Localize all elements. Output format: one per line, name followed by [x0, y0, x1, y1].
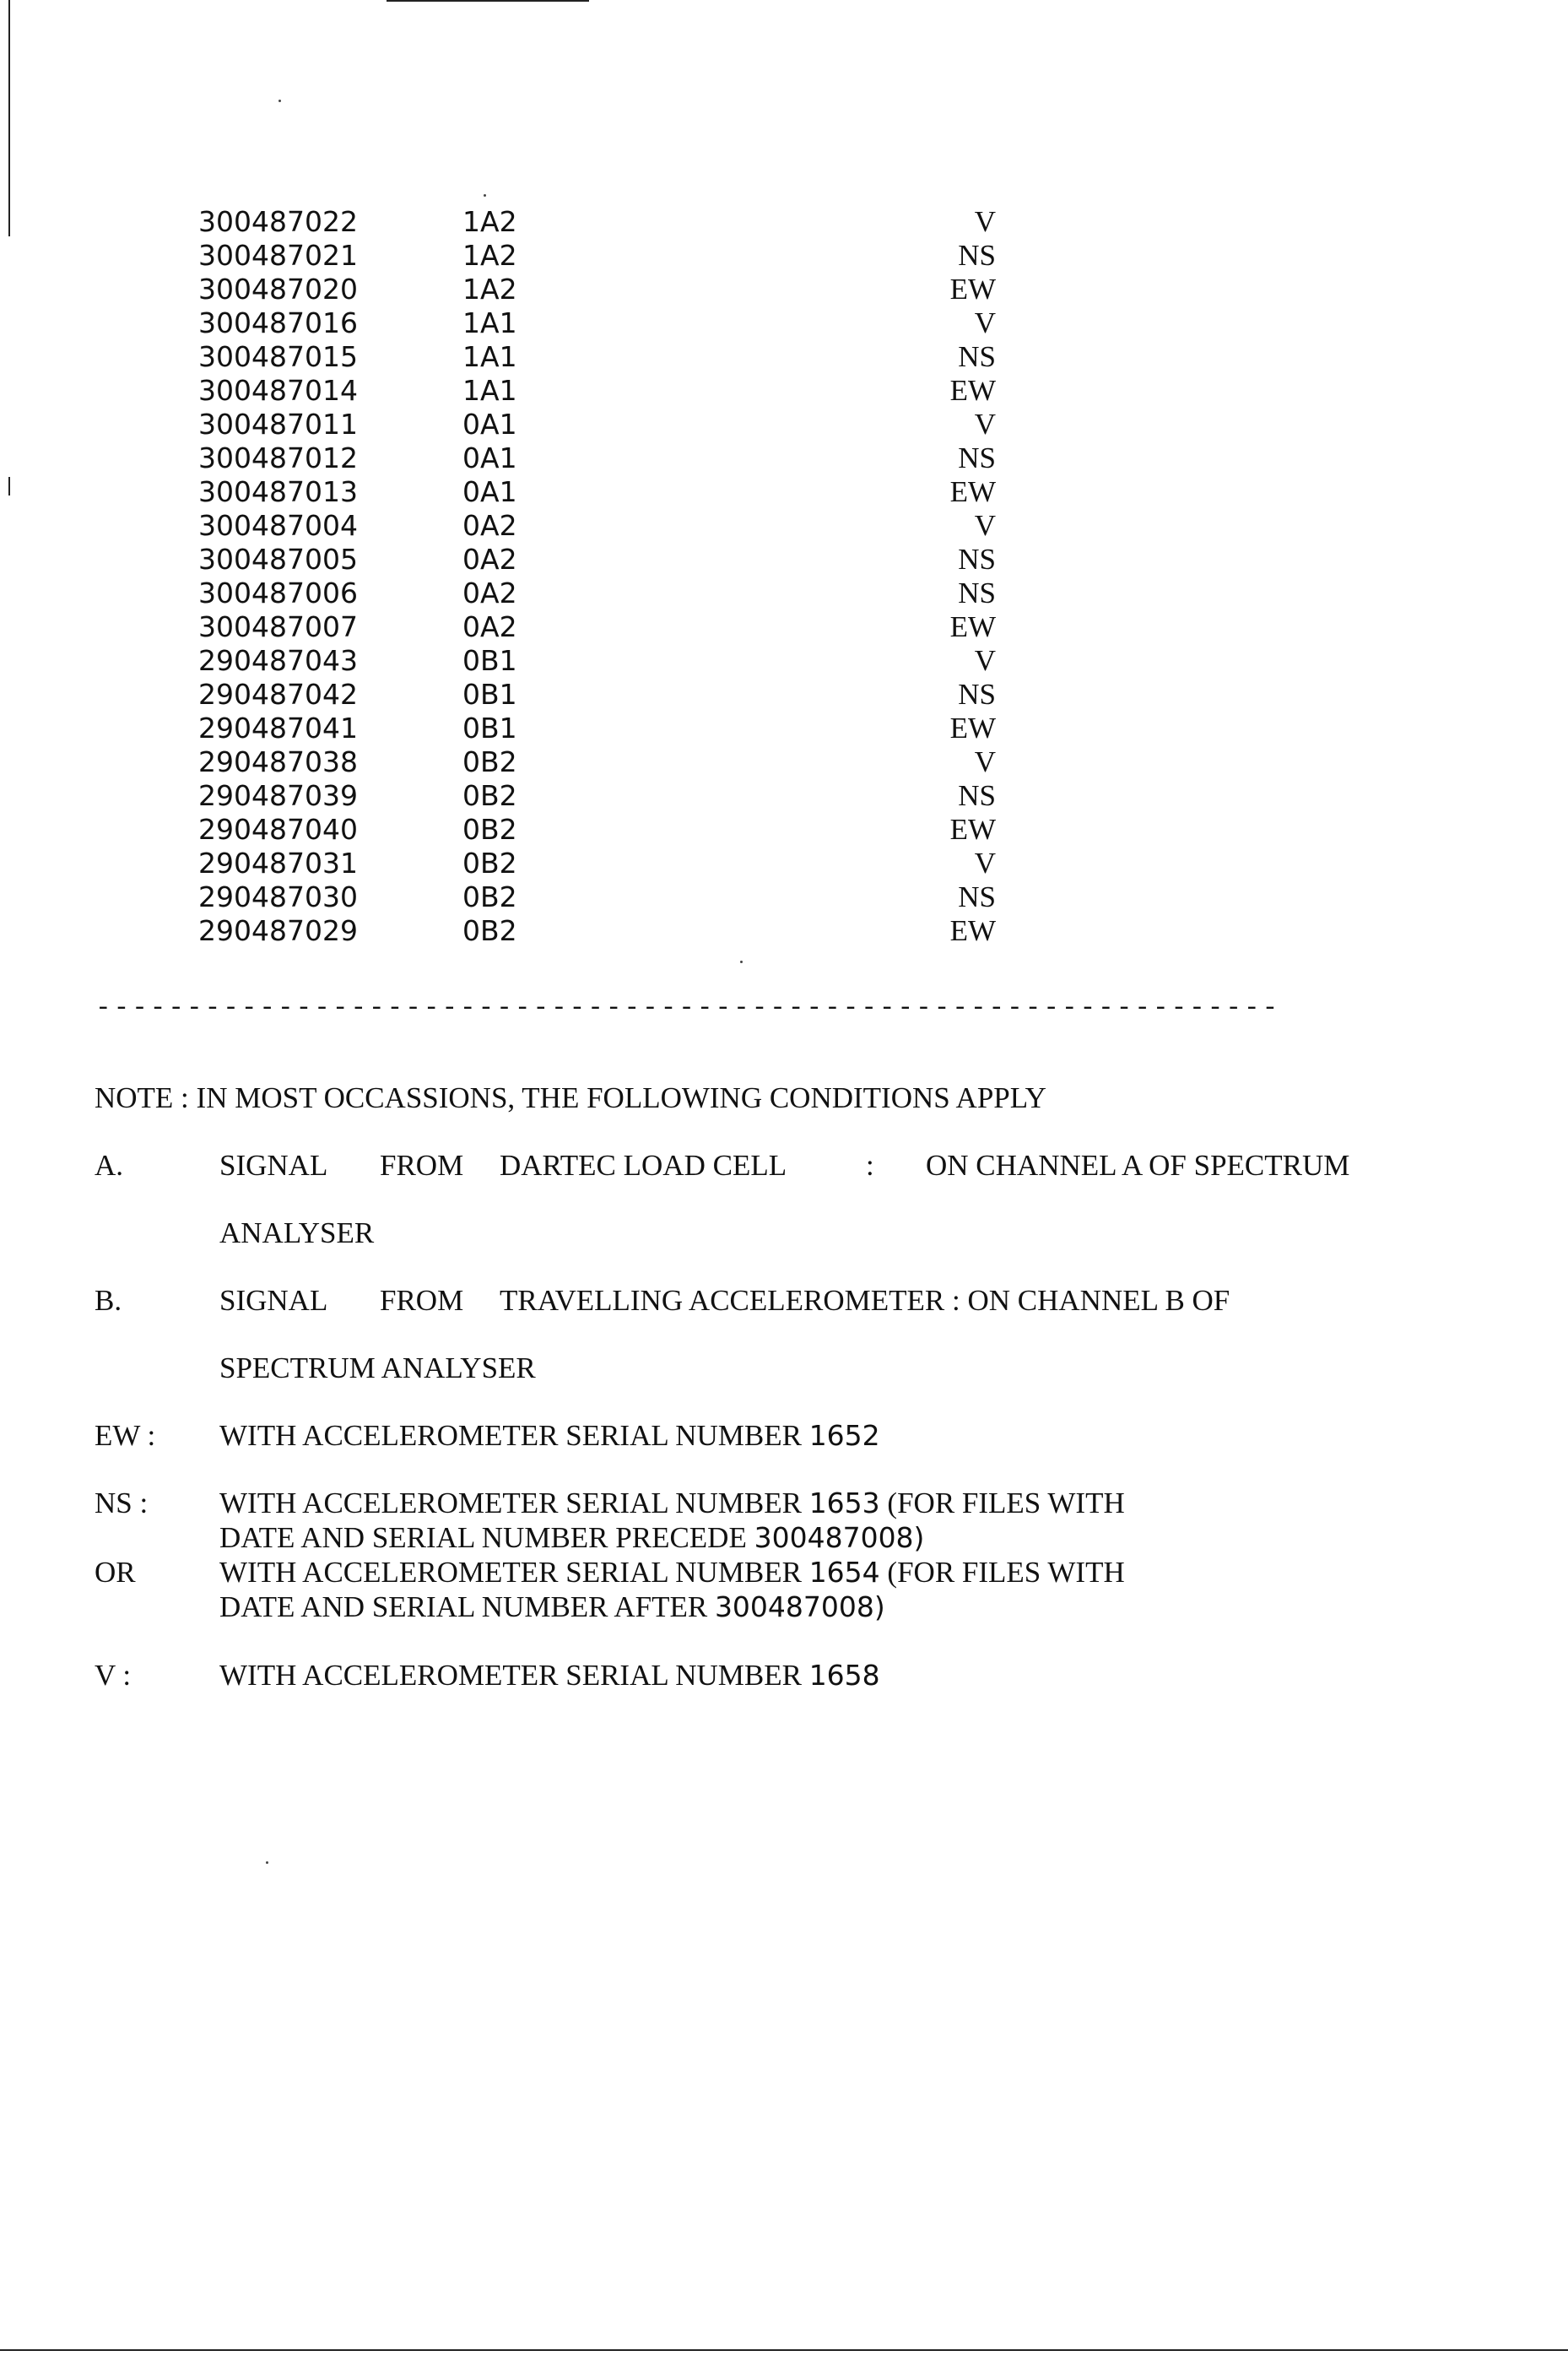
axis-cell-text: V: [974, 745, 996, 778]
location-cell: 0B2: [462, 880, 517, 913]
axis-cell-text: NS: [958, 880, 996, 913]
axis-cell-text: V: [974, 509, 996, 542]
note-ns-serial: 1653: [808, 1487, 880, 1519]
axis-cell-text: NS: [958, 577, 996, 609]
note-or-description: WITH ACCELEROMETER SERIAL NUMBER: [219, 1556, 802, 1589]
serial-number-cell: 290487030: [198, 880, 358, 913]
dashed-separator: -----------------------------------------------------------------: [95, 996, 1281, 1021]
axis-cell-text: V: [974, 644, 996, 677]
table-row: [192, 340, 996, 374]
axis-cell-text: V: [974, 306, 996, 339]
axis-cell-text: NS: [958, 239, 996, 272]
note-or-line2-text: DATE AND SERIAL NUMBER AFTER: [219, 1590, 708, 1623]
serial-number-cell: 300487007: [198, 610, 358, 643]
scan-left-edge-mark: [8, 0, 10, 236]
table-row: [192, 880, 996, 914]
axis-cell-text: EW: [949, 914, 996, 947]
note-or-label: OR: [95, 1556, 136, 1589]
axis-cell-text: V: [974, 205, 996, 238]
location-cell: 0A2: [462, 543, 517, 576]
table-row: [192, 577, 996, 610]
note-ns-description: WITH ACCELEROMETER SERIAL NUMBER: [219, 1487, 802, 1519]
serial-number-cell: 300487011: [198, 408, 358, 441]
table-row: [192, 475, 996, 509]
location-cell: 0A1: [462, 441, 517, 474]
note-ns-line2-text: DATE AND SERIAL NUMBER PRECEDE: [219, 1521, 747, 1554]
serial-number-cell: 290487041: [198, 712, 358, 745]
scan-bottom-rule: [0, 2349, 1568, 2351]
serial-number-cell: 300487016: [198, 306, 358, 339]
note-a-label: A.: [95, 1149, 124, 1182]
note-ns-line2-serial: 300487008): [754, 1521, 925, 1554]
axis-cell-text: EW: [949, 374, 996, 407]
location-cell: 0B1: [462, 644, 517, 677]
serial-number-cell: 300487015: [198, 340, 358, 373]
serial-number-cell: 300487006: [198, 577, 358, 609]
location-cell: 0A2: [462, 577, 517, 609]
table-row: [192, 610, 996, 644]
axis-cell-text: NS: [958, 543, 996, 576]
table-row: [192, 644, 996, 678]
note-b-word: FROM: [380, 1284, 464, 1317]
note-a-word: :: [866, 1149, 874, 1182]
serial-number-cell: 290487043: [198, 644, 358, 677]
note-ew-label: EW :: [95, 1419, 156, 1452]
note-v-text: [219, 1658, 880, 1693]
axis-cell-text: NS: [958, 678, 996, 711]
note-ns-label: NS :: [95, 1487, 149, 1519]
serial-number-cell: 300487022: [198, 205, 358, 238]
scan-speck: [740, 961, 743, 963]
location-cell: 0A1: [462, 408, 517, 441]
axis-cell-text: EW: [949, 610, 996, 643]
serial-number-cell: 300487012: [198, 441, 358, 474]
note-ns-line2: [219, 1520, 924, 1555]
scan-top-rule: [387, 0, 589, 2]
location-cell: 0B1: [462, 678, 517, 711]
table-row: [192, 509, 996, 543]
note-ew-text: [219, 1418, 880, 1453]
axis-cell-text: NS: [958, 340, 996, 373]
location-cell: 0B2: [462, 813, 517, 846]
note-v-serial: 1658: [808, 1659, 880, 1692]
note-b-continuation: SPECTRUM ANALYSER: [219, 1351, 536, 1384]
axis-cell-text: EW: [949, 273, 996, 306]
axis-cell-text: V: [974, 408, 996, 441]
axis-cell-text: EW: [949, 813, 996, 846]
note-or-line2: [219, 1590, 885, 1624]
table-row: [192, 205, 996, 239]
table-row: [192, 239, 996, 273]
location-cell: 1A2: [462, 273, 517, 306]
table-row: [192, 441, 996, 475]
note-ns-tail: (FOR FILES WITH: [887, 1487, 1125, 1519]
location-cell: 0A1: [462, 475, 517, 508]
table-row: [192, 543, 996, 577]
serial-number-cell: 300487020: [198, 273, 358, 306]
note-b-label: B.: [95, 1284, 122, 1317]
notes-header: NOTE : IN MOST OCCASSIONS, THE FOLLOWING CONDITIONS APPLY: [95, 1081, 1046, 1114]
location-cell: 0A2: [462, 509, 517, 542]
note-or-serial: 1654: [808, 1556, 880, 1589]
table-row: [192, 306, 996, 340]
serial-number-cell: 290487042: [198, 678, 358, 711]
axis-cell-text: NS: [958, 779, 996, 812]
serial-table: [192, 205, 996, 948]
note-a-word: DARTEC LOAD CELL: [500, 1149, 787, 1182]
note-a-word: SIGNAL: [219, 1149, 328, 1182]
location-cell: 0B2: [462, 847, 517, 880]
serial-number-cell: 300487005: [198, 543, 358, 576]
scan-speck: [278, 100, 281, 102]
location-cell: 1A2: [462, 205, 517, 238]
serial-number-cell: 290487031: [198, 847, 358, 880]
serial-number-cell: 290487029: [198, 914, 358, 947]
scan-left-edge-mark: [8, 477, 10, 496]
axis-cell-text: EW: [949, 475, 996, 508]
serial-number-cell: 300487013: [198, 475, 358, 508]
note-ew-description: WITH ACCELEROMETER SERIAL NUMBER: [219, 1419, 802, 1452]
axis-cell-text: V: [974, 847, 996, 880]
location-cell: 0B1: [462, 712, 517, 745]
serial-number-cell: 300487004: [198, 509, 358, 542]
table-row: [192, 779, 996, 813]
table-row: [192, 678, 996, 712]
note-v-description: WITH ACCELEROMETER SERIAL NUMBER: [219, 1659, 802, 1692]
location-cell: 0A2: [462, 610, 517, 643]
axis-cell-text: NS: [958, 441, 996, 474]
table-row: [192, 273, 996, 306]
location-cell: 0B2: [462, 914, 517, 947]
table-row: [192, 813, 996, 847]
serial-number-cell: 300487014: [198, 374, 358, 407]
serial-number-cell: 290487039: [198, 779, 358, 812]
table-row: [192, 745, 996, 779]
serial-number-cell: 290487038: [198, 745, 358, 778]
note-v-label: V :: [95, 1659, 132, 1692]
table-row: [192, 374, 996, 408]
note-ew-serial: 1652: [808, 1419, 880, 1452]
note-or-tail: (FOR FILES WITH: [887, 1556, 1125, 1589]
location-cell: 1A1: [462, 340, 517, 373]
note-b-word: SIGNAL: [219, 1284, 328, 1317]
location-cell: 1A1: [462, 374, 517, 407]
location-cell: 0B2: [462, 745, 517, 778]
scan-speck: [266, 1861, 268, 1864]
location-cell: 1A1: [462, 306, 517, 339]
note-ns-text: [219, 1486, 1125, 1520]
serial-number-cell: 300487021: [198, 239, 358, 272]
note-b-word: TRAVELLING ACCELEROMETER : ON CHANNEL B OF: [500, 1284, 1230, 1317]
serial-number-cell: 290487040: [198, 813, 358, 846]
scan-speck: [484, 194, 486, 197]
note-a-word: FROM: [380, 1149, 464, 1182]
table-row: [192, 847, 996, 880]
note-a-continuation: ANALYSER: [219, 1216, 375, 1249]
table-row: [192, 914, 996, 948]
axis-cell-text: EW: [949, 712, 996, 745]
table-row: [192, 408, 996, 441]
location-cell: 1A2: [462, 239, 517, 272]
location-cell: 0B2: [462, 779, 517, 812]
note-a-word: ON CHANNEL A OF SPECTRUM: [926, 1149, 1350, 1182]
note-or-text: [219, 1555, 1125, 1590]
note-or-line2-serial: 300487008): [714, 1590, 885, 1623]
table-row: [192, 712, 996, 745]
